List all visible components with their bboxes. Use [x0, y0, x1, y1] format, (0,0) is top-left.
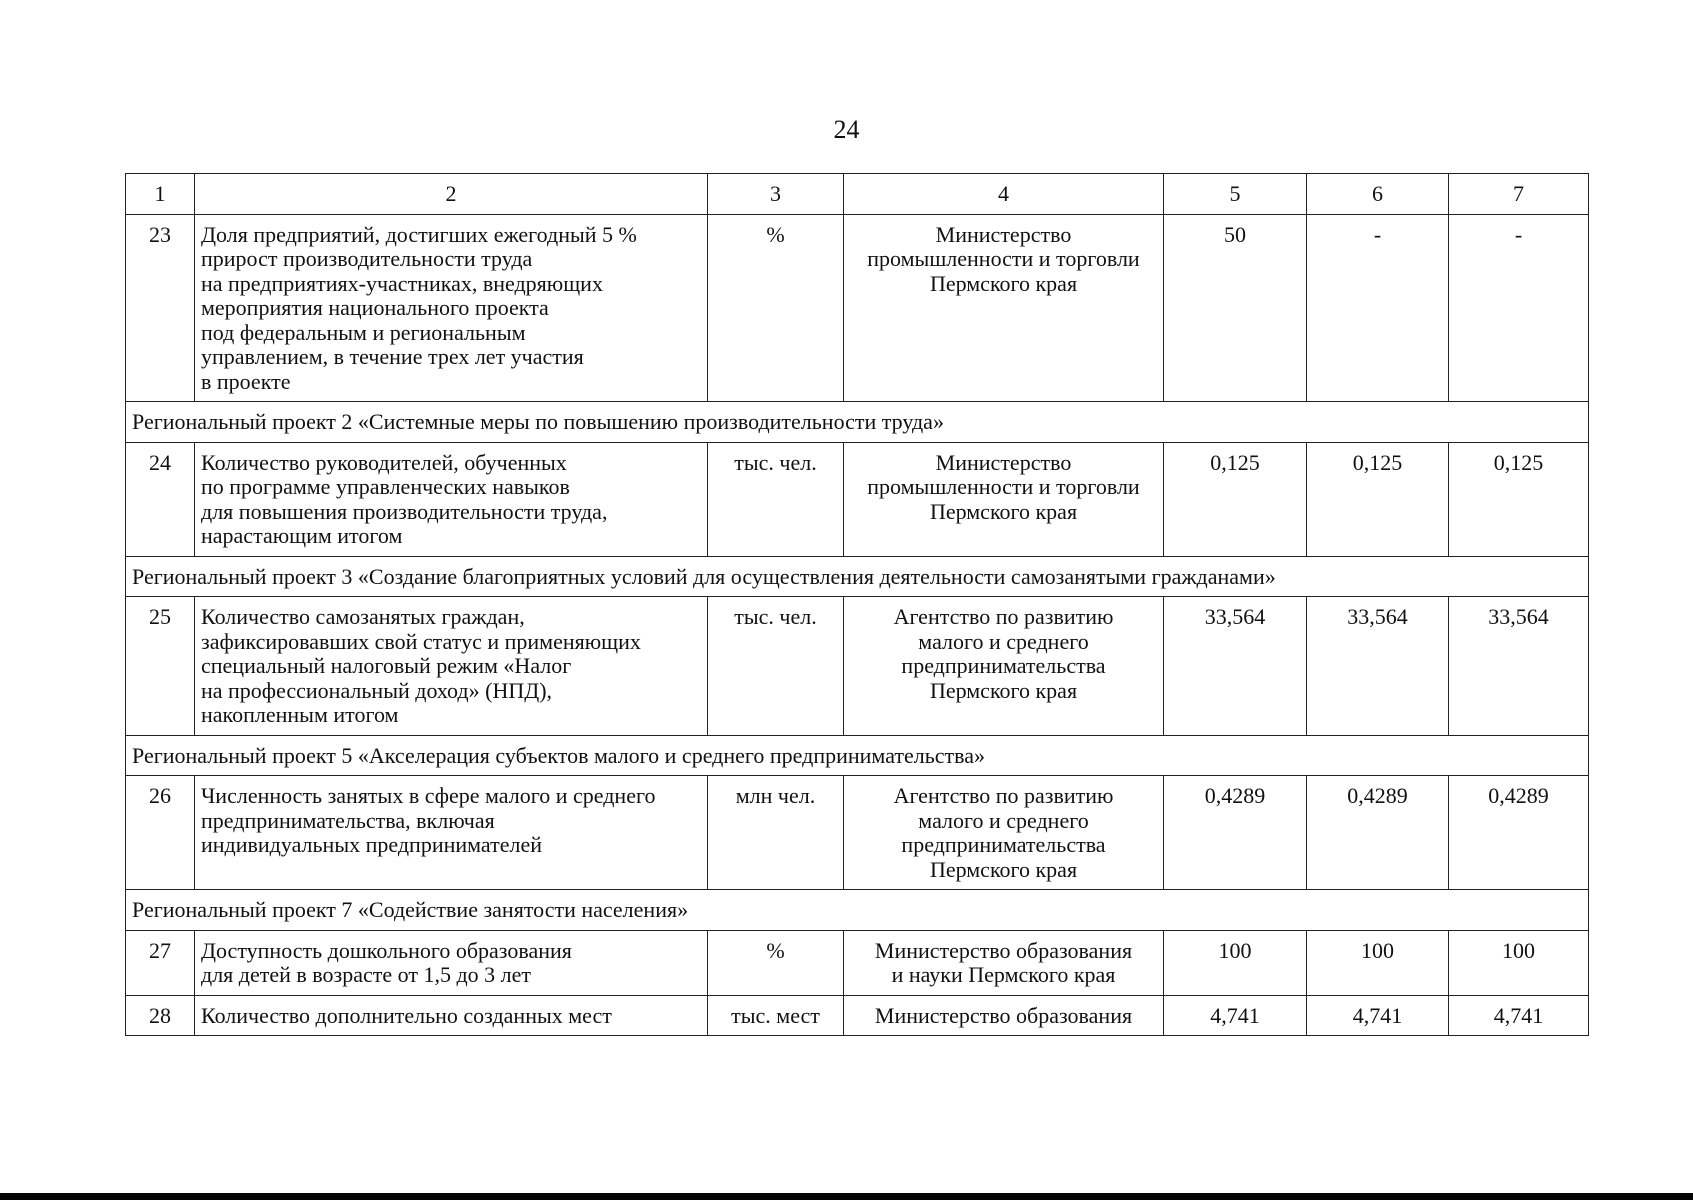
- responsible-body-line: Агентство по развитию: [893, 604, 1114, 629]
- responsible-body-line: и науки Пермского края: [891, 962, 1116, 987]
- table-row: [126, 995, 1589, 1036]
- row-number: 26: [126, 776, 195, 890]
- responsible-body: [844, 597, 1164, 736]
- column-number-2: 2: [195, 174, 708, 215]
- table-row: [126, 597, 1589, 736]
- unit-of-measure: %: [708, 930, 844, 995]
- value-column-5: 100: [1164, 930, 1307, 995]
- responsible-body: [844, 995, 1164, 1036]
- indicator-name-line: Количество руководителей, обученных: [201, 449, 567, 475]
- row-number: 28: [126, 995, 195, 1036]
- value-column-7: -: [1449, 214, 1589, 402]
- indicator-name-line: по программе управленческих навыков: [201, 474, 570, 499]
- indicator-name-line: индивидуальных предпринимателей: [201, 832, 542, 857]
- responsible-body-line: Министерство образования: [874, 1002, 1133, 1028]
- row-number: 27: [126, 930, 195, 995]
- indicator-name: [195, 930, 708, 995]
- indicator-name-line: прирост производительности труда: [201, 246, 533, 271]
- responsible-body-line: Пермского края: [929, 270, 1078, 296]
- responsible-body-line: Министерство образования: [874, 937, 1133, 963]
- indicator-name-line: мероприятия национального проекта: [201, 295, 549, 320]
- section-row: [126, 735, 1589, 776]
- value-column-5: 0,125: [1164, 442, 1307, 556]
- indicator-name-line: в проекте: [201, 368, 291, 394]
- column-number-4: 4: [844, 174, 1164, 215]
- responsible-body-line: Министерство: [935, 221, 1072, 247]
- page-number: 24: [833, 115, 860, 144]
- indicator-name-line: под федеральным и региональным: [201, 319, 526, 345]
- table-row: [126, 214, 1589, 402]
- indicator-name-line: Численность занятых в сфере малого и среднего: [201, 783, 656, 808]
- row-number: 23: [126, 214, 195, 402]
- unit-of-measure: млн чел.: [708, 776, 844, 890]
- indicator-name: [195, 597, 708, 736]
- responsible-body-line: Пермского края: [929, 856, 1078, 882]
- responsible-body-line: малого и среднего: [918, 807, 1089, 833]
- indicator-name: [195, 214, 708, 402]
- value-column-7: 100: [1449, 930, 1589, 995]
- value-column-6: 4,741: [1307, 995, 1449, 1036]
- indicator-name-line: нарастающим итогом: [201, 523, 403, 548]
- responsible-body-line: Министерство: [935, 449, 1072, 475]
- unit-of-measure: тыс. чел.: [708, 597, 844, 736]
- value-column-7: 0,4289: [1449, 776, 1589, 890]
- scan-bottom-edge: [0, 1193, 1693, 1200]
- value-column-6: 0,4289: [1307, 776, 1449, 890]
- value-column-5: 4,741: [1164, 995, 1307, 1036]
- indicator-name-line: зафиксировавших свой статус и применяющих: [201, 628, 641, 654]
- section-title: Региональный проект 7 «Содействие занятости населения»: [126, 890, 1589, 931]
- table-row: [126, 442, 1589, 556]
- value-column-6: 100: [1307, 930, 1449, 995]
- responsible-body-line: промышленности и торговли: [867, 474, 1140, 499]
- unit-of-measure: тыс. чел.: [708, 442, 844, 556]
- section-row: [126, 402, 1589, 443]
- responsible-body: [844, 442, 1164, 556]
- value-column-5: 33,564: [1164, 597, 1307, 736]
- table-row: [126, 776, 1589, 890]
- responsible-body: [844, 214, 1164, 402]
- section-title: Региональный проект 5 «Акселерация субъектов малого и среднего предпринимательства»: [126, 735, 1589, 776]
- indicator-name-line: на предприятиях-участниках, внедряющих: [201, 270, 603, 296]
- responsible-body-line: промышленности и торговли: [867, 246, 1140, 271]
- indicator-name-line: Доступность дошкольного образования: [201, 937, 572, 963]
- responsible-body-line: малого и среднего: [918, 628, 1089, 654]
- indicator-name-line: Доля предприятий, достигших ежегодный 5 %: [201, 221, 637, 247]
- value-column-7: 0,125: [1449, 442, 1589, 556]
- table-row: [126, 930, 1589, 995]
- column-number-1: 1: [126, 174, 195, 215]
- value-column-6: -: [1307, 214, 1449, 402]
- indicators-table: [125, 173, 1589, 1036]
- value-column-5: 0,4289: [1164, 776, 1307, 890]
- indicator-name-line: Количество самозанятых граждан,: [201, 604, 525, 629]
- value-column-7: 4,741: [1449, 995, 1589, 1036]
- indicator-name-line: для повышения производительности труда,: [201, 498, 608, 524]
- section-title: Региональный проект 2 «Системные меры по повышению производительности труда»: [126, 402, 1589, 443]
- row-number: 24: [126, 442, 195, 556]
- value-column-6: 33,564: [1307, 597, 1449, 736]
- responsible-body: [844, 930, 1164, 995]
- value-column-7: 33,564: [1449, 597, 1589, 736]
- table-header-row: [126, 174, 1589, 215]
- indicator-name-line: специальный налоговый режим «Налог: [201, 653, 572, 678]
- indicator-name: [195, 995, 708, 1036]
- value-column-6: 0,125: [1307, 442, 1449, 556]
- column-number-5: 5: [1164, 174, 1307, 215]
- value-column-5: 50: [1164, 214, 1307, 402]
- column-number-3: 3: [708, 174, 844, 215]
- indicator-name: [195, 776, 708, 890]
- section-row: [126, 556, 1589, 597]
- responsible-body-line: предпринимательства: [901, 653, 1106, 678]
- indicator-name-line: для детей в возрасте от 1,5 до 3 лет: [201, 962, 531, 987]
- indicator-name: [195, 442, 708, 556]
- unit-of-measure: %: [708, 214, 844, 402]
- indicator-name-line: управлением, в течение трех лет участия: [201, 344, 584, 369]
- column-number-6: 6: [1307, 174, 1449, 215]
- indicator-name-line: на профессиональный доход» (НПД),: [201, 677, 553, 703]
- section-title: Региональный проект 3 «Создание благоприятных условий для осуществления деятельности самозанятыми гражданами»: [126, 556, 1589, 597]
- column-number-7: 7: [1449, 174, 1589, 215]
- responsible-body-line: Агентство по развитию: [893, 783, 1114, 808]
- indicator-name-line: накопленным итогом: [201, 702, 399, 727]
- responsible-body-line: Пермского края: [929, 498, 1078, 524]
- responsible-body-line: предпринимательства: [901, 832, 1106, 857]
- section-row: [126, 890, 1589, 931]
- row-number: 25: [126, 597, 195, 736]
- indicator-name-line: Количество дополнительно созданных мест: [201, 1002, 612, 1028]
- responsible-body-line: Пермского края: [929, 677, 1078, 703]
- indicator-name-line: предпринимательства, включая: [201, 807, 495, 833]
- responsible-body: [844, 776, 1164, 890]
- unit-of-measure: тыс. мест: [708, 995, 844, 1036]
